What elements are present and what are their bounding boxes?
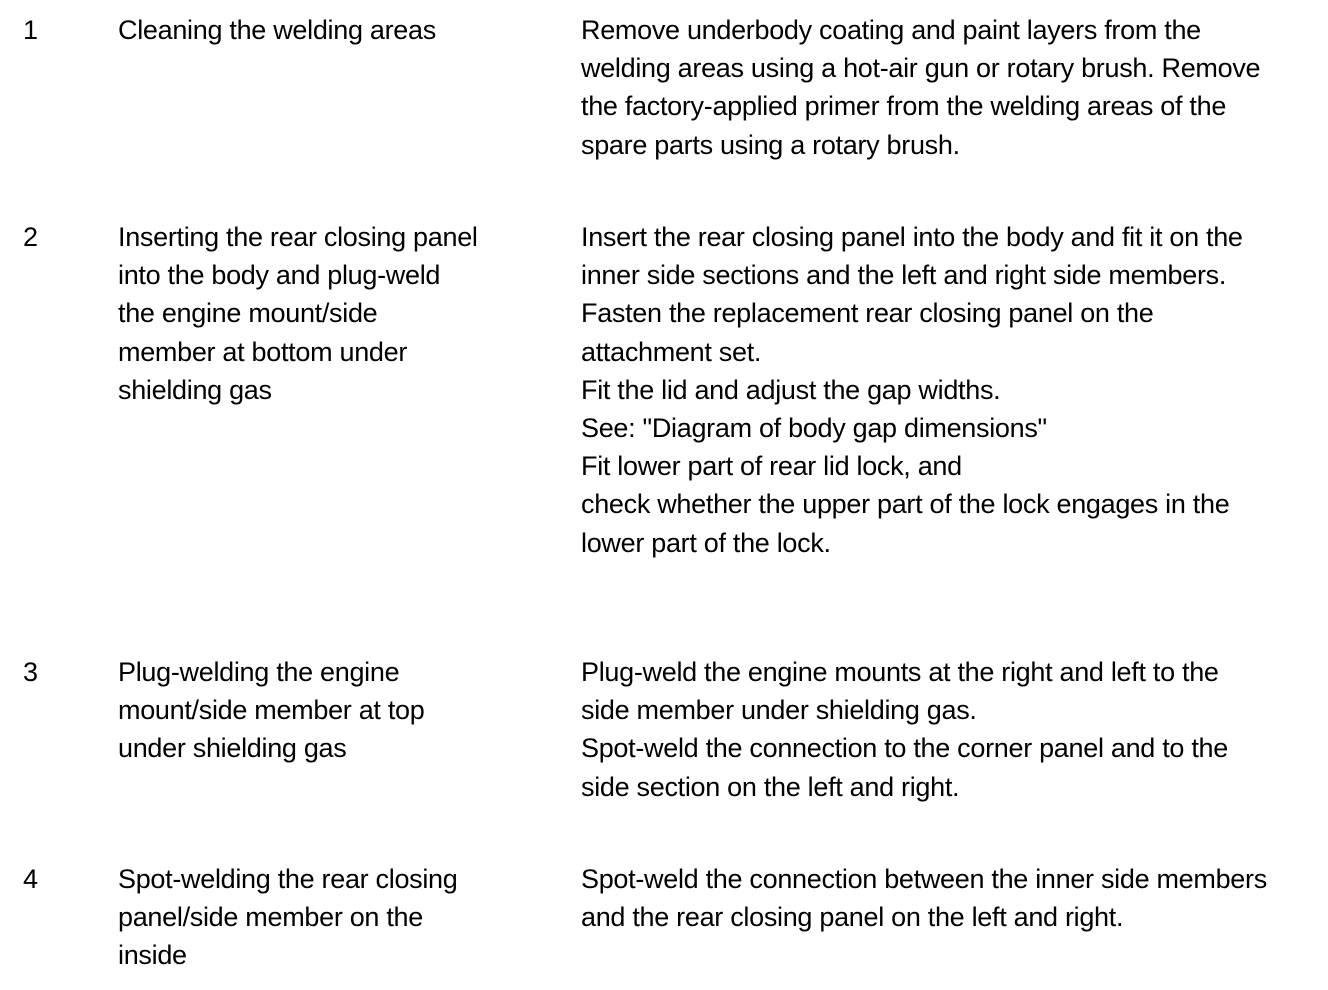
step-description-line: Spot-weld the connection between the inner side members — [581, 864, 1267, 894]
step-description-line: Fit the lid and adjust the gap widths. — [581, 374, 1001, 405]
step-title-line: shielding gas — [118, 374, 272, 405]
step-description-line: See: "Diagram of body gap dimensions" — [581, 412, 1047, 443]
step-description-line: spare parts using a rotary brush. — [581, 129, 960, 160]
step-title-line: panel/side member on the — [118, 902, 423, 933]
step-title-line: Spot-welding the rear closing — [118, 864, 458, 894]
step-title — [118, 218, 568, 409]
step-number: 2 — [23, 222, 38, 252]
step-description-line: attachment set. — [581, 336, 762, 367]
step-title-line: inside — [118, 940, 187, 971]
step-title — [118, 860, 568, 975]
step-description-line: Remove underbody coating and paint layers from the — [581, 15, 1201, 45]
step-description-line: inner side sections and the left and right side members. — [581, 260, 1227, 291]
step-description-line: Fasten the replacement rear closing panel on the — [581, 298, 1154, 329]
step-description-line: Plug-weld the engine mounts at the right and left to the — [581, 657, 1219, 687]
step-description-line: check whether the upper part of the lock engages in the — [581, 489, 1230, 520]
step-title-line: Inserting the rear closing panel — [118, 222, 478, 252]
step-description-line: and the rear closing panel on the left and right. — [581, 902, 1124, 933]
step-description-line: the factory-applied primer from the welding areas of the — [581, 91, 1227, 122]
step-description — [581, 653, 1321, 806]
step-description-line: Insert the rear closing panel into the body and fit it on the — [581, 222, 1243, 252]
step-description-line: welding areas using a hot-air gun or rotary brush. Remove — [581, 53, 1261, 84]
step-description — [581, 860, 1321, 936]
step-title — [118, 653, 568, 768]
step-description-line: Spot-weld the connection to the corner panel and to the — [581, 733, 1228, 764]
step-title-line: member at bottom under — [118, 336, 408, 367]
step-title-line: the engine mount/side — [118, 298, 378, 329]
step-description — [581, 11, 1321, 164]
step-title-line: under shielding gas — [118, 733, 347, 764]
step-number: 3 — [23, 657, 38, 687]
step-description-line: side member under shielding gas. — [581, 695, 977, 726]
step-description-line: lower part of the lock. — [581, 527, 831, 558]
step-title-line: mount/side member at top — [118, 695, 425, 726]
step-description-line: side section on the left and right. — [581, 771, 960, 802]
step-title — [118, 11, 568, 49]
step-number: 1 — [23, 15, 38, 45]
step-number: 4 — [23, 864, 38, 894]
step-title-line: Plug-welding the engine — [118, 657, 400, 687]
step-title-line: into the body and plug-weld — [118, 260, 441, 291]
step-title-line: Cleaning the welding areas — [118, 15, 436, 45]
step-description-line: Fit lower part of rear lid lock, and — [581, 451, 962, 482]
step-description — [581, 218, 1321, 562]
